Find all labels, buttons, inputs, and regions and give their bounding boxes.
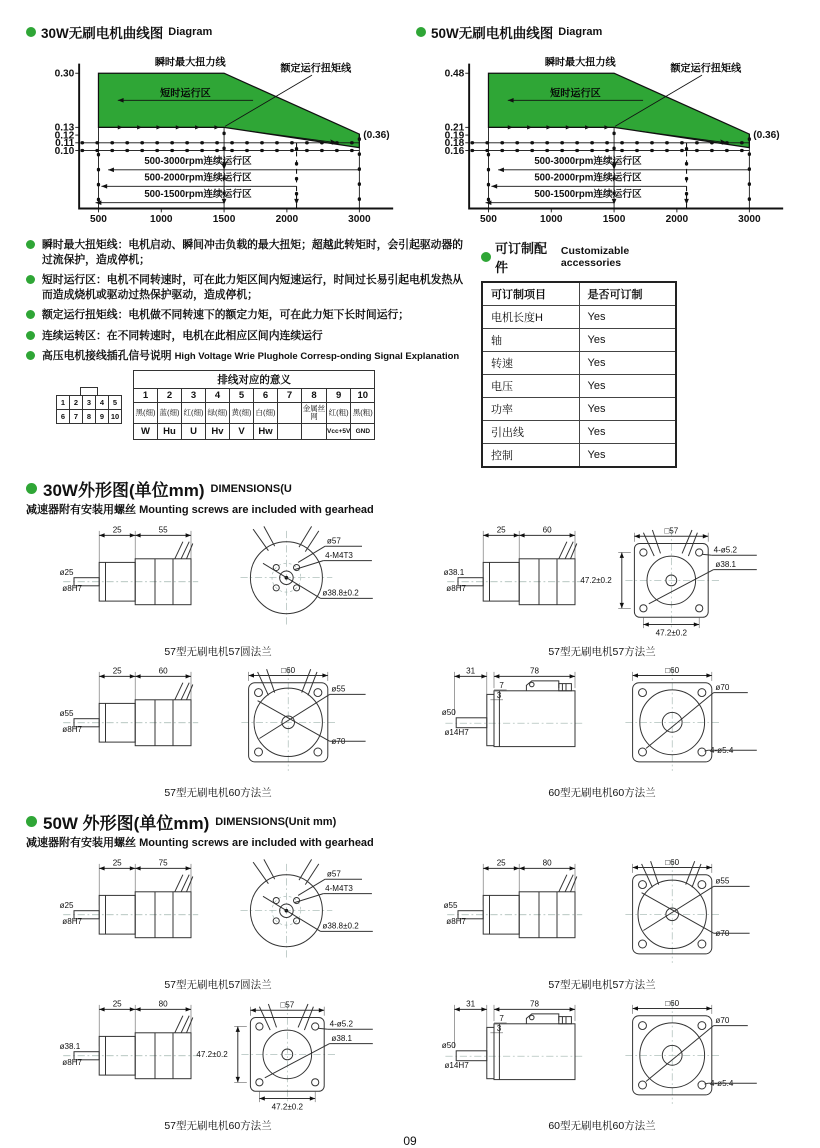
svg-text:ø70: ø70 — [331, 736, 346, 746]
svg-text:25: 25 — [112, 666, 122, 676]
table-row: 转速 Yes — [482, 352, 676, 375]
note-text: 连续运转区：在不同转速时，电机在此相应区间内连续运行 — [42, 329, 323, 342]
svg-text:ø70: ø70 — [715, 682, 730, 692]
connector-row — [56, 409, 121, 423]
dimension-drawing — [26, 519, 410, 660]
drawing-canvas — [26, 994, 410, 1118]
svg-text:瞬时最大扭力线: 瞬时最大扭力线 — [544, 57, 616, 69]
drawing-caption: 60型无刷电机60方法兰 — [548, 1120, 656, 1132]
green-bullet-icon — [26, 310, 35, 319]
svg-text:3: 3 — [496, 691, 502, 700]
svg-text:31: 31 — [466, 999, 476, 1009]
wire-color-row: 黑(细) 蓝(细) 红(细) 绿(细) 黄(细) 白(细) 金属丝网 红(粗) 黑(粗) — [134, 403, 375, 424]
dimensions-title-cn: 30W外形图(单位mm) — [43, 481, 205, 500]
notes-list — [26, 238, 465, 364]
connector-row — [56, 395, 121, 409]
svg-text:78: 78 — [530, 999, 539, 1009]
svg-text:3000: 3000 — [738, 214, 761, 226]
chart-title-30w — [26, 22, 404, 42]
svg-text:25: 25 — [496, 858, 506, 868]
connector-pin: 6 — [56, 409, 70, 424]
signal-title — [26, 349, 465, 364]
svg-text:4-M4T3: 4-M4T3 — [325, 550, 353, 560]
table-row: 功率 Yes — [482, 398, 676, 421]
dimension-drawing — [410, 993, 794, 1134]
drawing-caption: 57型无刷电机57方法兰 — [548, 979, 656, 991]
table-row: 控制 Yes — [482, 444, 676, 468]
green-bullet-icon — [26, 816, 37, 827]
dimensions-title-en: DIMENSIONS(U — [210, 482, 292, 495]
svg-text:78: 78 — [530, 666, 539, 676]
svg-text:500-3000rpm连续运行区: 500-3000rpm连续运行区 — [534, 156, 642, 168]
svg-text:ø8H7: ø8H7 — [446, 584, 467, 594]
svg-text:1500: 1500 — [602, 214, 626, 226]
signal-title-text: 高压电机接线插孔信号说明 High Voltage Wrie Plughole Corresp-onding Signal Explanation — [42, 350, 460, 363]
svg-text:ø8H7: ø8H7 — [62, 917, 83, 927]
dimension-drawing — [26, 660, 410, 801]
svg-text:□60: □60 — [665, 998, 680, 1008]
svg-text:□60: □60 — [281, 665, 296, 675]
svg-text:4-ø5.2: 4-ø5.2 — [713, 545, 737, 555]
svg-text:ø38.1: ø38.1 — [715, 559, 737, 569]
accessories-title-en: Customizable accessories — [560, 245, 630, 269]
svg-text:4-ø5.4: 4-ø5.4 — [710, 745, 734, 755]
chart-section-30w — [26, 22, 404, 230]
svg-text:短时运行区: 短时运行区 — [160, 88, 211, 100]
svg-text:ø50: ø50 — [441, 708, 456, 718]
svg-text:500-2000rpm连续运行区: 500-2000rpm连续运行区 — [534, 172, 642, 184]
svg-text:ø55: ø55 — [715, 876, 730, 886]
drawing-canvas — [410, 520, 794, 644]
svg-text:ø70: ø70 — [715, 928, 730, 938]
note-item — [26, 273, 465, 302]
table-row: 电压 Yes — [482, 375, 676, 398]
svg-text:ø8H7: ø8H7 — [62, 584, 83, 594]
chart-title-en: Diagram — [168, 26, 213, 38]
svg-text:ø55: ø55 — [59, 709, 74, 718]
svg-text:25: 25 — [112, 858, 122, 868]
drawing-canvas — [410, 994, 794, 1118]
svg-text:500: 500 — [90, 214, 107, 226]
svg-text:0.11: 0.11 — [55, 138, 75, 150]
dimensions-subtitle: 减速器附有安装用螺丝 Mounting screws are included with gearhead — [26, 504, 374, 516]
dimensions-grid-30w — [26, 519, 794, 801]
drawing-caption: 57型无刷电机60方法兰 — [164, 1120, 272, 1132]
green-bullet-icon — [26, 275, 35, 284]
svg-text:ø50: ø50 — [441, 1041, 456, 1051]
dimension-drawing — [26, 993, 410, 1134]
svg-text:7: 7 — [499, 681, 504, 691]
wire-signal-row: W Hu U Hv V Hw Vcc+5V GND — [134, 424, 375, 440]
svg-text:ø57: ø57 — [326, 536, 341, 546]
svg-text:47.2±0.2: 47.2±0.2 — [196, 1050, 228, 1060]
note-item — [26, 308, 465, 323]
svg-text:47.2±0.2: 47.2±0.2 — [580, 576, 612, 586]
svg-text:1000: 1000 — [540, 214, 563, 226]
svg-text:60: 60 — [158, 666, 168, 676]
connector-pin: 8 — [82, 409, 96, 424]
wire-table-title-row — [134, 371, 375, 389]
svg-text:ø57: ø57 — [326, 869, 341, 879]
svg-text:ø25: ø25 — [59, 568, 74, 577]
svg-text:0.30: 0.30 — [54, 68, 75, 80]
connector-pin: 5 — [108, 395, 122, 410]
svg-text:47.2±0.2: 47.2±0.2 — [271, 1102, 303, 1112]
svg-text:ø38.1: ø38.1 — [331, 1033, 353, 1043]
svg-text:0.10: 0.10 — [54, 145, 75, 157]
svg-text:0.13: 0.13 — [54, 122, 75, 134]
dimensions-grid-50w — [26, 852, 794, 1134]
dimensions-section-50w — [26, 807, 794, 1134]
wire-signal-table — [133, 370, 375, 440]
drawing-canvas — [26, 520, 410, 644]
drawing-canvas — [26, 661, 410, 785]
green-bullet-icon — [416, 27, 426, 37]
svg-text:4-ø5.4: 4-ø5.4 — [710, 1078, 734, 1088]
svg-text:0.19: 0.19 — [444, 130, 465, 142]
dimensions-subtitle: 减速器附有安装用螺丝 Mounting screws are included with gearhead — [26, 837, 374, 849]
svg-text:500-1500rpm连续运行区: 500-1500rpm连续运行区 — [534, 188, 642, 200]
connector-pin: 9 — [95, 409, 109, 424]
middle-row — [26, 238, 794, 468]
connector-pin: 10 — [108, 409, 122, 424]
svg-text:□60: □60 — [665, 857, 680, 867]
charts-row — [26, 22, 794, 230]
note-text: 瞬时最大扭矩线：电机启动、瞬间冲击负载的最大扭矩；超越此转矩时，会引起驱动器的过流保护，造成停机； — [42, 239, 464, 266]
wire-pin-row: 1 2 3 4 5 6 7 8 9 10 — [134, 389, 375, 403]
svg-text:(0.36): (0.36) — [363, 129, 390, 141]
drawing-caption: 57型无刷电机57圆法兰 — [164, 646, 272, 658]
svg-text:25: 25 — [112, 999, 122, 1009]
svg-text:ø38.8±0.2: ø38.8±0.2 — [322, 921, 359, 931]
dimension-drawing — [410, 519, 794, 660]
svg-text:500-3000rpm连续运行区: 500-3000rpm连续运行区 — [144, 156, 252, 168]
svg-text:1000: 1000 — [150, 214, 173, 226]
green-bullet-icon — [481, 252, 491, 262]
svg-text:500: 500 — [480, 214, 497, 226]
note-item — [26, 329, 465, 344]
svg-text:75: 75 — [158, 858, 168, 868]
svg-text:ø38.1: ø38.1 — [443, 568, 465, 577]
svg-text:80: 80 — [158, 999, 168, 1009]
svg-text:25: 25 — [112, 525, 122, 535]
table-header-row: 可订制项目 是否可订制 — [482, 282, 676, 306]
table-row: 轴 Yes — [482, 329, 676, 352]
svg-text:ø14H7: ø14H7 — [444, 1060, 469, 1070]
svg-text:25: 25 — [496, 525, 506, 535]
green-bullet-icon — [26, 351, 35, 360]
connector-pin: 1 — [56, 395, 70, 410]
wire-signal-block — [56, 370, 465, 440]
dimensions-title-30w — [26, 476, 794, 501]
drawing-caption: 57型无刷电机57圆法兰 — [164, 979, 272, 991]
svg-text:0.12: 0.12 — [54, 130, 75, 142]
svg-text:ø8H7: ø8H7 — [446, 917, 467, 927]
drawing-caption: 57型无刷电机60方法兰 — [164, 787, 272, 799]
svg-text:4-ø5.2: 4-ø5.2 — [329, 1019, 353, 1029]
svg-text:500-1500rpm连续运行区: 500-1500rpm连续运行区 — [144, 188, 252, 200]
dimensions-title-50w — [26, 809, 794, 834]
svg-text:ø70: ø70 — [715, 1015, 730, 1025]
svg-text:47.2±0.2: 47.2±0.2 — [655, 628, 687, 638]
connector-diagram — [56, 387, 121, 423]
svg-text:额定运行扭矩线: 额定运行扭矩线 — [670, 63, 742, 75]
page-number: 09 — [403, 1134, 417, 1148]
torque-speed-chart-50w — [416, 44, 794, 230]
drawing-caption: 60型无刷电机60方法兰 — [548, 787, 656, 799]
dimensions-section-30w — [26, 474, 794, 801]
svg-text:2000: 2000 — [275, 214, 299, 226]
svg-text:ø55: ø55 — [443, 901, 458, 910]
notes-column — [26, 238, 465, 468]
svg-text:1500: 1500 — [212, 214, 236, 226]
dimensions-title-cn: 50W 外形图(单位mm) — [43, 814, 210, 833]
svg-text:额定运行扭矩线: 额定运行扭矩线 — [280, 63, 352, 75]
svg-text:0.16: 0.16 — [444, 145, 465, 157]
svg-text:0.18: 0.18 — [444, 138, 465, 150]
svg-text:60: 60 — [542, 525, 552, 535]
svg-text:瞬时最大扭力线: 瞬时最大扭力线 — [154, 57, 226, 69]
drawing-canvas — [26, 853, 410, 977]
chart-title-cn: 50W无刷电机曲线图 — [431, 26, 554, 41]
chart-section-50w — [416, 22, 794, 230]
svg-text:ø38.8±0.2: ø38.8±0.2 — [322, 588, 359, 598]
accessories-title-cn: 可订制配件 — [495, 241, 548, 275]
svg-text:2000: 2000 — [665, 214, 689, 226]
svg-text:□57: □57 — [280, 1000, 295, 1010]
svg-text:0.21: 0.21 — [444, 122, 465, 134]
svg-text:80: 80 — [542, 858, 552, 868]
table-row: 电机长度H Yes — [482, 306, 676, 329]
dimension-drawing — [410, 852, 794, 993]
accessories-table — [481, 281, 677, 468]
note-item — [26, 238, 465, 267]
svg-text:□60: □60 — [665, 665, 680, 675]
dimensions-title-en: DIMENSIONS(Unit mm) — [215, 815, 337, 828]
wire-table-title: 排线对应的意义 — [134, 371, 375, 389]
accessories-title — [481, 238, 686, 276]
svg-text:500-2000rpm连续运行区: 500-2000rpm连续运行区 — [144, 172, 252, 184]
svg-text:ø8H7: ø8H7 — [62, 1058, 83, 1068]
chart-title-50w — [416, 22, 794, 42]
svg-text:55: 55 — [158, 525, 168, 535]
drawing-canvas — [410, 853, 794, 977]
svg-text:3: 3 — [496, 1024, 502, 1033]
svg-text:ø14H7: ø14H7 — [444, 727, 469, 737]
svg-text:31: 31 — [466, 666, 476, 676]
green-bullet-icon — [26, 27, 36, 37]
svg-text:4-M4T3: 4-M4T3 — [325, 883, 353, 893]
svg-text:(0.36): (0.36) — [753, 129, 780, 141]
svg-text:0.48: 0.48 — [444, 68, 465, 80]
svg-text:3000: 3000 — [348, 214, 371, 226]
drawing-caption: 57型无刷电机57方法兰 — [548, 646, 656, 658]
accessories-column — [481, 238, 686, 468]
chart-title-cn: 30W无刷电机曲线图 — [41, 26, 164, 41]
svg-text:□57: □57 — [664, 526, 679, 536]
note-text: 额定运行扭矩线：电机做不同转速下的额定力矩，可在此力矩下长时间运行； — [42, 309, 410, 322]
connector-pin: 7 — [69, 409, 83, 424]
drawing-canvas — [410, 661, 794, 785]
green-bullet-icon — [26, 483, 37, 494]
torque-speed-chart-30w — [26, 44, 404, 230]
connector-pin: 2 — [69, 395, 83, 410]
dimension-drawing — [26, 852, 410, 993]
svg-text:ø38.1: ø38.1 — [59, 1042, 81, 1051]
svg-text:7: 7 — [499, 1014, 504, 1024]
note-text: 短时运行区：电机不同转速时，可在此力矩区间内短速运行，时间过长易引起电机发热从而造成烧机或驱动过热保护驱动，造成停机； — [42, 274, 464, 301]
table-row: 引出线 Yes — [482, 421, 676, 444]
chart-title-en: Diagram — [558, 26, 603, 38]
green-bullet-icon — [26, 331, 35, 340]
svg-text:ø8H7: ø8H7 — [62, 725, 83, 735]
connector-pin: 4 — [95, 395, 109, 410]
green-bullet-icon — [26, 240, 35, 249]
connector-pin: 3 — [82, 395, 96, 410]
dimension-drawing — [410, 660, 794, 801]
svg-text:ø25: ø25 — [59, 901, 74, 910]
svg-text:ø55: ø55 — [331, 684, 346, 694]
svg-text:短时运行区: 短时运行区 — [550, 88, 601, 100]
